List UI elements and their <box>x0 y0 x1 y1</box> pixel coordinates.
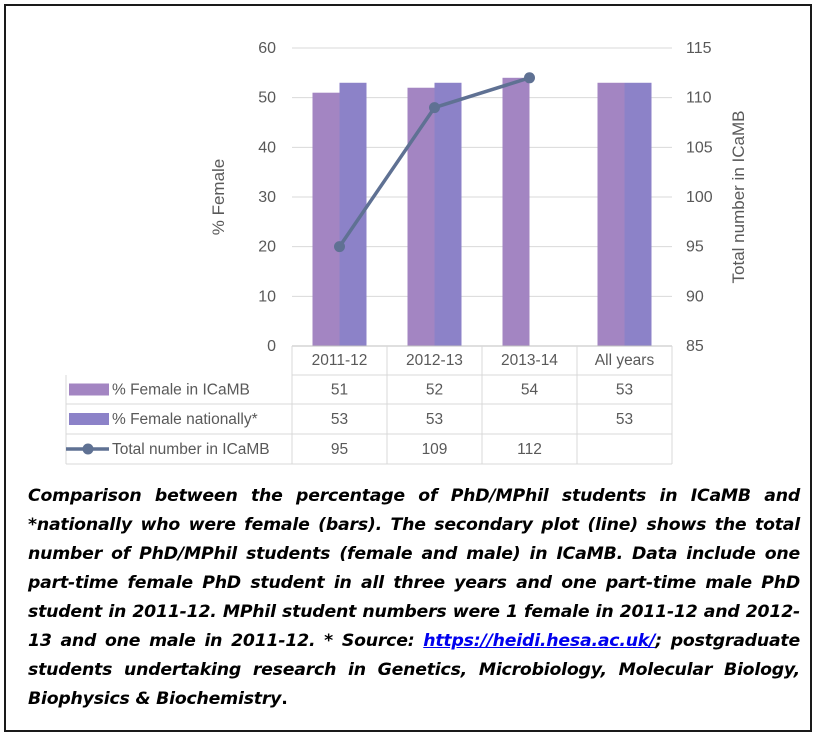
table-cell-value: 53 <box>615 411 634 428</box>
legend-label: % Female nationally* <box>112 411 258 428</box>
total-number-point <box>429 102 440 113</box>
table-cell-value: 95 <box>330 441 349 458</box>
y2-tick-label: 95 <box>686 238 704 256</box>
figure-caption <box>28 482 800 714</box>
bar-female-national <box>435 83 462 346</box>
total-number-point <box>334 241 345 252</box>
table-cell-value: 52 <box>425 381 444 399</box>
y-tick-label: 30 <box>258 189 276 206</box>
bar-female-national <box>625 83 652 346</box>
y-tick-label: 0 <box>267 338 276 355</box>
table-cell-value: 53 <box>425 411 444 428</box>
legend-label: % Female in ICaMB <box>112 381 250 399</box>
caption-text: Comparison between the percentage of PhD/MPhil students in ICaMB and *nationally who were female (bars). The secondary plot (line) shows the total number of PhD/MPhil students (female and male) in ICaMB. Data include one part-time female PhD student in all three years and one part-time male PhD student in 2011-12. MPhil student numbers were 1 female in 2011-12 and 2012-13 and one male in 2011-12. * Source: <box>28 486 800 651</box>
legend-key-bar <box>69 384 109 396</box>
x-category-label: 2011-12 <box>311 352 368 369</box>
caption-text-end: ; postgraduate students undertaking research in Genetics, Microbiology, Molecular Biology, Biophysics & Biochemistry <box>28 631 800 709</box>
table-cell-value: 51 <box>330 381 349 399</box>
y-tick-label: 10 <box>258 288 276 306</box>
y-tick-label: 60 <box>258 40 276 57</box>
y-tick-label: 50 <box>258 89 276 107</box>
legend-label: Total number in ICaMB <box>112 441 270 458</box>
x-category-label: 2013-14 <box>501 352 558 369</box>
table-cell-value: 112 <box>517 441 542 458</box>
y2-tick-label: 85 <box>686 338 704 355</box>
y2-tick-label: 110 <box>686 89 712 107</box>
y-tick-label: 20 <box>258 238 276 256</box>
x-category-label: All years <box>594 352 655 369</box>
table-cell-value: 53 <box>330 411 349 428</box>
y-tick-label: 40 <box>258 139 276 157</box>
y2-axis-title: Total number in ICaMB <box>729 110 748 284</box>
table-cell-value: 53 <box>615 381 634 399</box>
table-cell-value: 54 <box>520 381 539 399</box>
legend-key-bar <box>69 413 109 425</box>
legend-key-marker <box>83 444 94 455</box>
y2-tick-label: 115 <box>686 40 712 57</box>
x-category-label: 2012-13 <box>406 352 463 369</box>
bar-female-icamb <box>313 93 340 346</box>
source-link[interactable]: https://heidi.hesa.ac.uk/ <box>423 631 656 651</box>
bar-female-icamb <box>503 78 530 346</box>
caption-period: . <box>281 689 288 709</box>
table-cell-value: 109 <box>421 441 448 458</box>
y2-tick-label: 100 <box>686 189 713 206</box>
bar-female-icamb <box>598 83 625 346</box>
total-number-point <box>524 72 535 83</box>
y2-tick-label: 90 <box>686 288 704 306</box>
y-axis-title: % Female <box>209 158 228 236</box>
y2-tick-label: 105 <box>686 139 713 157</box>
